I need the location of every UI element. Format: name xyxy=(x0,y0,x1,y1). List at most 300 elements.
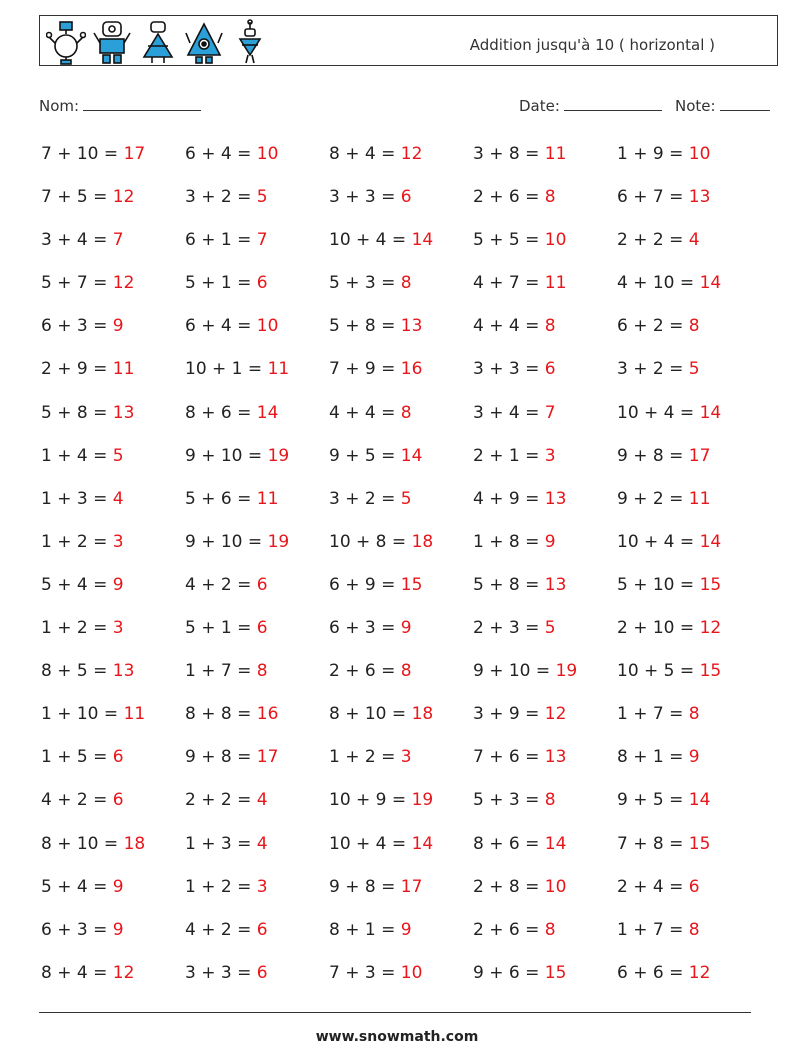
problem-question: 5 + 1 = xyxy=(185,273,257,294)
problem-question: 6 + 3 = xyxy=(41,919,113,940)
problem-question: 9 + 8 = xyxy=(617,445,689,466)
problem-cell xyxy=(473,779,617,822)
problem-question: 4 + 2 = xyxy=(185,574,257,595)
problem-question: 6 + 1 = xyxy=(185,230,257,251)
problem-cell xyxy=(617,952,761,995)
problem-answer: 11 xyxy=(544,273,567,294)
problem-cell xyxy=(185,262,329,305)
problem-answer: 14 xyxy=(544,833,567,854)
problem-question: 9 + 6 = xyxy=(473,962,545,983)
problem-cell xyxy=(329,564,473,607)
problem-cell xyxy=(617,823,761,866)
problem-cell xyxy=(329,176,473,219)
problem-question: 7 + 9 = xyxy=(329,359,401,380)
name-label: Nom: xyxy=(39,97,80,115)
problem-question: 6 + 6 = xyxy=(617,962,689,983)
problem-question: 10 + 4 = xyxy=(329,230,412,251)
problem-cell xyxy=(41,305,185,348)
problem-answer: 4 xyxy=(112,488,124,509)
problem-cell xyxy=(617,133,761,176)
problem-question: 8 + 8 = xyxy=(185,704,257,725)
problem-answer: 13 xyxy=(544,574,567,595)
problem-question: 2 + 2 = xyxy=(185,790,257,811)
problem-question: 1 + 8 = xyxy=(473,531,545,552)
problem-question: 1 + 2 = xyxy=(41,531,113,552)
problem-cell xyxy=(617,521,761,564)
problem-question: 10 + 4 = xyxy=(617,531,700,552)
problem-cell xyxy=(329,779,473,822)
problem-question: 5 + 3 = xyxy=(473,790,545,811)
problem-question: 5 + 4 = xyxy=(41,876,113,897)
problem-cell xyxy=(329,262,473,305)
date-blank[interactable] xyxy=(564,94,662,111)
problem-question: 1 + 3 = xyxy=(41,488,113,509)
problem-answer: 14 xyxy=(400,445,423,466)
problem-answer: 8 xyxy=(544,919,556,940)
problem-answer: 9 xyxy=(688,747,700,768)
problem-cell xyxy=(329,435,473,478)
problem-cell xyxy=(329,823,473,866)
problem-answer: 4 xyxy=(256,833,268,854)
problem-cell xyxy=(617,909,761,952)
problem-answer: 12 xyxy=(688,962,711,983)
problem-answer: 15 xyxy=(400,574,423,595)
problem-question: 3 + 4 = xyxy=(473,402,545,423)
problem-cell xyxy=(473,693,617,736)
problem-answer: 13 xyxy=(112,402,135,423)
problem-answer: 6 xyxy=(400,187,412,208)
problem-answer: 18 xyxy=(411,704,434,725)
robot-icons xyxy=(46,19,270,65)
problem-answer: 14 xyxy=(256,402,279,423)
problem-question: 10 + 4 = xyxy=(617,402,700,423)
problem-cell xyxy=(617,866,761,909)
problem-answer: 8 xyxy=(688,919,700,940)
problem-answer: 8 xyxy=(400,273,412,294)
problem-question: 3 + 8 = xyxy=(473,144,545,164)
problem-answer: 17 xyxy=(123,144,146,164)
date-field xyxy=(519,94,662,115)
problem-question: 3 + 4 = xyxy=(41,230,113,251)
problem-answer: 14 xyxy=(411,230,434,251)
problem-answer: 8 xyxy=(688,704,700,725)
problem-cell xyxy=(41,348,185,391)
problem-answer: 19 xyxy=(555,661,578,682)
problem-cell xyxy=(185,478,329,521)
problem-answer: 14 xyxy=(688,790,711,811)
problem-question: 6 + 7 = xyxy=(617,187,689,208)
problem-cell xyxy=(41,909,185,952)
problem-cell xyxy=(41,779,185,822)
problem-answer: 9 xyxy=(112,919,124,940)
problem-cell xyxy=(617,392,761,435)
problem-cell xyxy=(473,176,617,219)
problem-cell xyxy=(185,736,329,779)
problem-question: 2 + 6 = xyxy=(329,661,401,682)
problem-answer: 10 xyxy=(544,876,567,897)
problem-cell xyxy=(329,607,473,650)
problem-question: 10 + 5 = xyxy=(617,661,700,682)
problem-cell xyxy=(473,564,617,607)
worksheet-title: Addition jusqu'à 10 ( horizontal ) xyxy=(469,36,715,54)
problem-question: 9 + 5 = xyxy=(617,790,689,811)
problem-cell xyxy=(617,693,761,736)
problem-question: 8 + 1 = xyxy=(329,919,401,940)
problem-cell xyxy=(41,823,185,866)
problem-cell xyxy=(473,219,617,262)
name-field xyxy=(39,94,201,115)
problem-answer: 8 xyxy=(400,402,412,423)
problem-question: 1 + 2 = xyxy=(41,618,113,639)
problem-answer: 6 xyxy=(256,962,268,983)
problem-question: 10 + 9 = xyxy=(329,790,412,811)
problem-cell xyxy=(473,650,617,693)
problem-question: 8 + 4 = xyxy=(41,962,113,983)
problem-question: 9 + 8 = xyxy=(329,876,401,897)
problem-cell xyxy=(185,176,329,219)
problem-cell xyxy=(41,650,185,693)
problem-cell xyxy=(41,133,185,176)
problem-answer: 10 xyxy=(256,144,279,164)
problem-answer: 6 xyxy=(544,359,556,380)
problem-cell xyxy=(473,392,617,435)
problem-cell xyxy=(329,478,473,521)
problem-answer: 11 xyxy=(688,488,711,509)
problem-answer: 9 xyxy=(112,574,124,595)
problem-cell xyxy=(185,823,329,866)
problem-answer: 8 xyxy=(256,661,268,682)
problem-question: 5 + 8 = xyxy=(41,402,113,423)
problem-question: 6 + 2 = xyxy=(617,316,689,337)
problem-question: 1 + 7 = xyxy=(617,704,689,725)
problem-cell xyxy=(185,650,329,693)
problem-cell xyxy=(41,435,185,478)
problem-question: 3 + 2 = xyxy=(329,488,401,509)
problem-cell xyxy=(617,607,761,650)
problem-question: 1 + 5 = xyxy=(41,747,113,768)
problem-question: 5 + 1 = xyxy=(185,618,257,639)
problem-cell xyxy=(41,219,185,262)
robot-eye-icon xyxy=(184,19,224,65)
problem-cell xyxy=(617,305,761,348)
robot-small-icon xyxy=(230,19,270,65)
problem-answer: 6 xyxy=(256,273,268,294)
problem-answer: 8 xyxy=(400,661,412,682)
problem-answer: 15 xyxy=(544,962,567,983)
problem-answer: 5 xyxy=(400,488,412,509)
problem-question: 1 + 7 = xyxy=(185,661,257,682)
problem-cell xyxy=(185,564,329,607)
problem-question: 1 + 7 = xyxy=(617,919,689,940)
problem-cell xyxy=(41,564,185,607)
problem-cell xyxy=(329,348,473,391)
problem-question: 10 + 1 = xyxy=(185,359,268,380)
problem-answer: 14 xyxy=(699,273,722,294)
problem-cell xyxy=(185,909,329,952)
problem-cell xyxy=(473,866,617,909)
problem-question: 6 + 4 = xyxy=(185,144,257,164)
problem-question: 8 + 1 = xyxy=(617,747,689,768)
problem-answer: 7 xyxy=(112,230,124,251)
problem-cell xyxy=(41,866,185,909)
robot-round-icon xyxy=(46,19,86,65)
problem-answer: 10 xyxy=(544,230,567,251)
problem-cell xyxy=(329,219,473,262)
problem-question: 2 + 2 = xyxy=(617,230,689,251)
problem-cell xyxy=(185,348,329,391)
problem-cell xyxy=(473,607,617,650)
problem-answer: 19 xyxy=(411,790,434,811)
problem-question: 5 + 7 = xyxy=(41,273,113,294)
problem-cell xyxy=(329,866,473,909)
problem-cell xyxy=(185,866,329,909)
problem-answer: 6 xyxy=(256,574,268,595)
problem-answer: 6 xyxy=(688,876,700,897)
problem-answer: 19 xyxy=(267,531,290,552)
problem-cell xyxy=(329,909,473,952)
problem-question: 5 + 4 = xyxy=(41,574,113,595)
problem-question: 10 + 4 = xyxy=(329,833,412,854)
problem-cell xyxy=(41,607,185,650)
name-blank[interactable] xyxy=(83,94,201,111)
problem-question: 2 + 4 = xyxy=(617,876,689,897)
problem-answer: 9 xyxy=(112,316,124,337)
problem-question: 8 + 5 = xyxy=(41,661,113,682)
problem-question: 5 + 8 = xyxy=(473,574,545,595)
robot-triangle-icon xyxy=(138,19,178,65)
problem-grid xyxy=(41,133,761,995)
problem-answer: 11 xyxy=(256,488,279,509)
problem-cell xyxy=(473,348,617,391)
problem-cell xyxy=(41,392,185,435)
problem-cell xyxy=(473,952,617,995)
problem-answer: 5 xyxy=(112,445,124,466)
problem-answer: 17 xyxy=(688,445,711,466)
problem-question: 2 + 1 = xyxy=(473,445,545,466)
problem-answer: 19 xyxy=(267,445,290,466)
problem-cell xyxy=(617,348,761,391)
problem-answer: 9 xyxy=(400,919,412,940)
problem-question: 9 + 2 = xyxy=(617,488,689,509)
problem-answer: 12 xyxy=(112,187,135,208)
problem-answer: 14 xyxy=(411,833,434,854)
problem-answer: 13 xyxy=(544,747,567,768)
problem-question: 3 + 2 = xyxy=(185,187,257,208)
problem-answer: 9 xyxy=(400,618,412,639)
problem-answer: 6 xyxy=(256,919,268,940)
problem-cell xyxy=(617,779,761,822)
problem-question: 7 + 10 = xyxy=(41,144,124,164)
note-blank[interactable] xyxy=(720,94,770,111)
problem-question: 6 + 9 = xyxy=(329,574,401,595)
problem-question: 9 + 5 = xyxy=(329,445,401,466)
problem-cell xyxy=(185,607,329,650)
problem-question: 2 + 6 = xyxy=(473,919,545,940)
problem-question: 6 + 4 = xyxy=(185,316,257,337)
problem-cell xyxy=(185,305,329,348)
problem-question: 8 + 10 = xyxy=(329,704,412,725)
problem-question: 9 + 10 = xyxy=(185,531,268,552)
problem-answer: 8 xyxy=(544,187,556,208)
problem-answer: 5 xyxy=(688,359,700,380)
problem-question: 4 + 7 = xyxy=(473,273,545,294)
problem-cell xyxy=(185,693,329,736)
problem-cell xyxy=(617,650,761,693)
problem-question: 8 + 4 = xyxy=(329,144,401,164)
problem-answer: 12 xyxy=(544,704,567,725)
problem-answer: 6 xyxy=(112,747,124,768)
problem-answer: 8 xyxy=(544,790,556,811)
problem-answer: 7 xyxy=(544,402,556,423)
problem-question: 3 + 3 = xyxy=(329,187,401,208)
problem-answer: 18 xyxy=(411,531,434,552)
problem-question: 9 + 8 = xyxy=(185,747,257,768)
problem-answer: 12 xyxy=(699,618,722,639)
problem-cell xyxy=(185,952,329,995)
problem-answer: 17 xyxy=(400,876,423,897)
problem-cell xyxy=(329,650,473,693)
problem-answer: 5 xyxy=(256,187,268,208)
problem-question: 4 + 10 = xyxy=(617,273,700,294)
problem-question: 9 + 10 = xyxy=(185,445,268,466)
problem-answer: 6 xyxy=(256,618,268,639)
problem-question: 3 + 9 = xyxy=(473,704,545,725)
problem-answer: 13 xyxy=(688,187,711,208)
problem-answer: 17 xyxy=(256,747,279,768)
problem-question: 1 + 2 = xyxy=(329,747,401,768)
problem-answer: 13 xyxy=(400,316,423,337)
problem-question: 6 + 3 = xyxy=(41,316,113,337)
problem-cell xyxy=(473,521,617,564)
problem-cell xyxy=(473,478,617,521)
problem-answer: 8 xyxy=(688,316,700,337)
problem-question: 4 + 2 = xyxy=(41,790,113,811)
problem-answer: 13 xyxy=(544,488,567,509)
problem-cell xyxy=(617,564,761,607)
worksheet-header xyxy=(39,15,778,66)
problem-answer: 5 xyxy=(544,618,556,639)
problem-question: 4 + 2 = xyxy=(185,919,257,940)
problem-answer: 18 xyxy=(123,833,146,854)
footer-divider xyxy=(39,1012,751,1013)
problem-question: 2 + 9 = xyxy=(41,359,113,380)
problem-cell xyxy=(617,478,761,521)
problem-answer: 11 xyxy=(112,359,135,380)
problem-question: 2 + 6 = xyxy=(473,187,545,208)
problem-cell xyxy=(185,521,329,564)
problem-question: 8 + 6 = xyxy=(473,833,545,854)
problem-cell xyxy=(473,133,617,176)
problem-cell xyxy=(41,693,185,736)
footer-website: www.snowmath.com xyxy=(315,1029,479,1045)
problem-cell xyxy=(617,736,761,779)
problem-cell xyxy=(41,478,185,521)
problem-answer: 16 xyxy=(400,359,423,380)
problem-question: 4 + 4 = xyxy=(473,316,545,337)
problem-answer: 4 xyxy=(256,790,268,811)
problem-question: 1 + 2 = xyxy=(185,876,257,897)
problem-question: 4 + 4 = xyxy=(329,402,401,423)
problem-question: 9 + 10 = xyxy=(473,661,556,682)
problem-question: 5 + 3 = xyxy=(329,273,401,294)
problem-cell xyxy=(617,176,761,219)
problem-question: 3 + 3 = xyxy=(185,962,257,983)
problem-question: 4 + 9 = xyxy=(473,488,545,509)
problem-answer: 10 xyxy=(256,316,279,337)
problem-question: 8 + 10 = xyxy=(41,833,124,854)
problem-answer: 12 xyxy=(112,273,135,294)
problem-cell xyxy=(473,262,617,305)
note-field xyxy=(675,94,770,115)
problem-answer: 3 xyxy=(400,747,412,768)
problem-question: 6 + 3 = xyxy=(329,618,401,639)
problem-cell xyxy=(185,392,329,435)
problem-cell xyxy=(41,521,185,564)
problem-cell xyxy=(329,693,473,736)
problem-answer: 3 xyxy=(256,876,268,897)
problem-answer: 12 xyxy=(112,962,135,983)
problem-question: 5 + 8 = xyxy=(329,316,401,337)
problem-answer: 8 xyxy=(544,316,556,337)
problem-answer: 4 xyxy=(688,230,700,251)
problem-question: 7 + 3 = xyxy=(329,962,401,983)
problem-question: 1 + 9 = xyxy=(617,144,689,164)
problem-question: 7 + 5 = xyxy=(41,187,113,208)
problem-question: 7 + 8 = xyxy=(617,833,689,854)
problem-cell xyxy=(473,435,617,478)
problem-question: 1 + 4 = xyxy=(41,445,113,466)
problem-cell xyxy=(329,521,473,564)
note-label: Note: xyxy=(675,97,716,115)
problem-answer: 3 xyxy=(544,445,556,466)
problem-question: 2 + 3 = xyxy=(473,618,545,639)
problem-question: 3 + 2 = xyxy=(617,359,689,380)
problem-cell xyxy=(473,823,617,866)
problem-question: 7 + 6 = xyxy=(473,747,545,768)
problem-cell xyxy=(473,909,617,952)
problem-answer: 10 xyxy=(400,962,423,983)
problem-answer: 15 xyxy=(688,833,711,854)
problem-question: 5 + 10 = xyxy=(617,574,700,595)
problem-answer: 11 xyxy=(544,144,567,164)
problem-answer: 14 xyxy=(699,531,722,552)
problem-question: 1 + 10 = xyxy=(41,704,124,725)
problem-cell xyxy=(617,219,761,262)
problem-answer: 9 xyxy=(112,876,124,897)
problem-cell xyxy=(185,435,329,478)
problem-answer: 6 xyxy=(112,790,124,811)
problem-cell xyxy=(185,133,329,176)
problem-answer: 11 xyxy=(123,704,146,725)
robot-box-icon xyxy=(92,19,132,65)
problem-question: 5 + 5 = xyxy=(473,230,545,251)
problem-answer: 11 xyxy=(267,359,290,380)
problem-cell xyxy=(41,262,185,305)
problem-question: 2 + 10 = xyxy=(617,618,700,639)
problem-cell xyxy=(185,219,329,262)
problem-cell xyxy=(617,435,761,478)
problem-answer: 14 xyxy=(699,402,722,423)
problem-answer: 13 xyxy=(112,661,135,682)
date-label: Date: xyxy=(519,97,560,115)
problem-answer: 16 xyxy=(256,704,279,725)
problem-cell xyxy=(473,736,617,779)
problem-answer: 7 xyxy=(256,230,268,251)
problem-cell xyxy=(185,779,329,822)
problem-answer: 15 xyxy=(699,661,722,682)
problem-cell xyxy=(329,133,473,176)
problem-cell xyxy=(41,736,185,779)
